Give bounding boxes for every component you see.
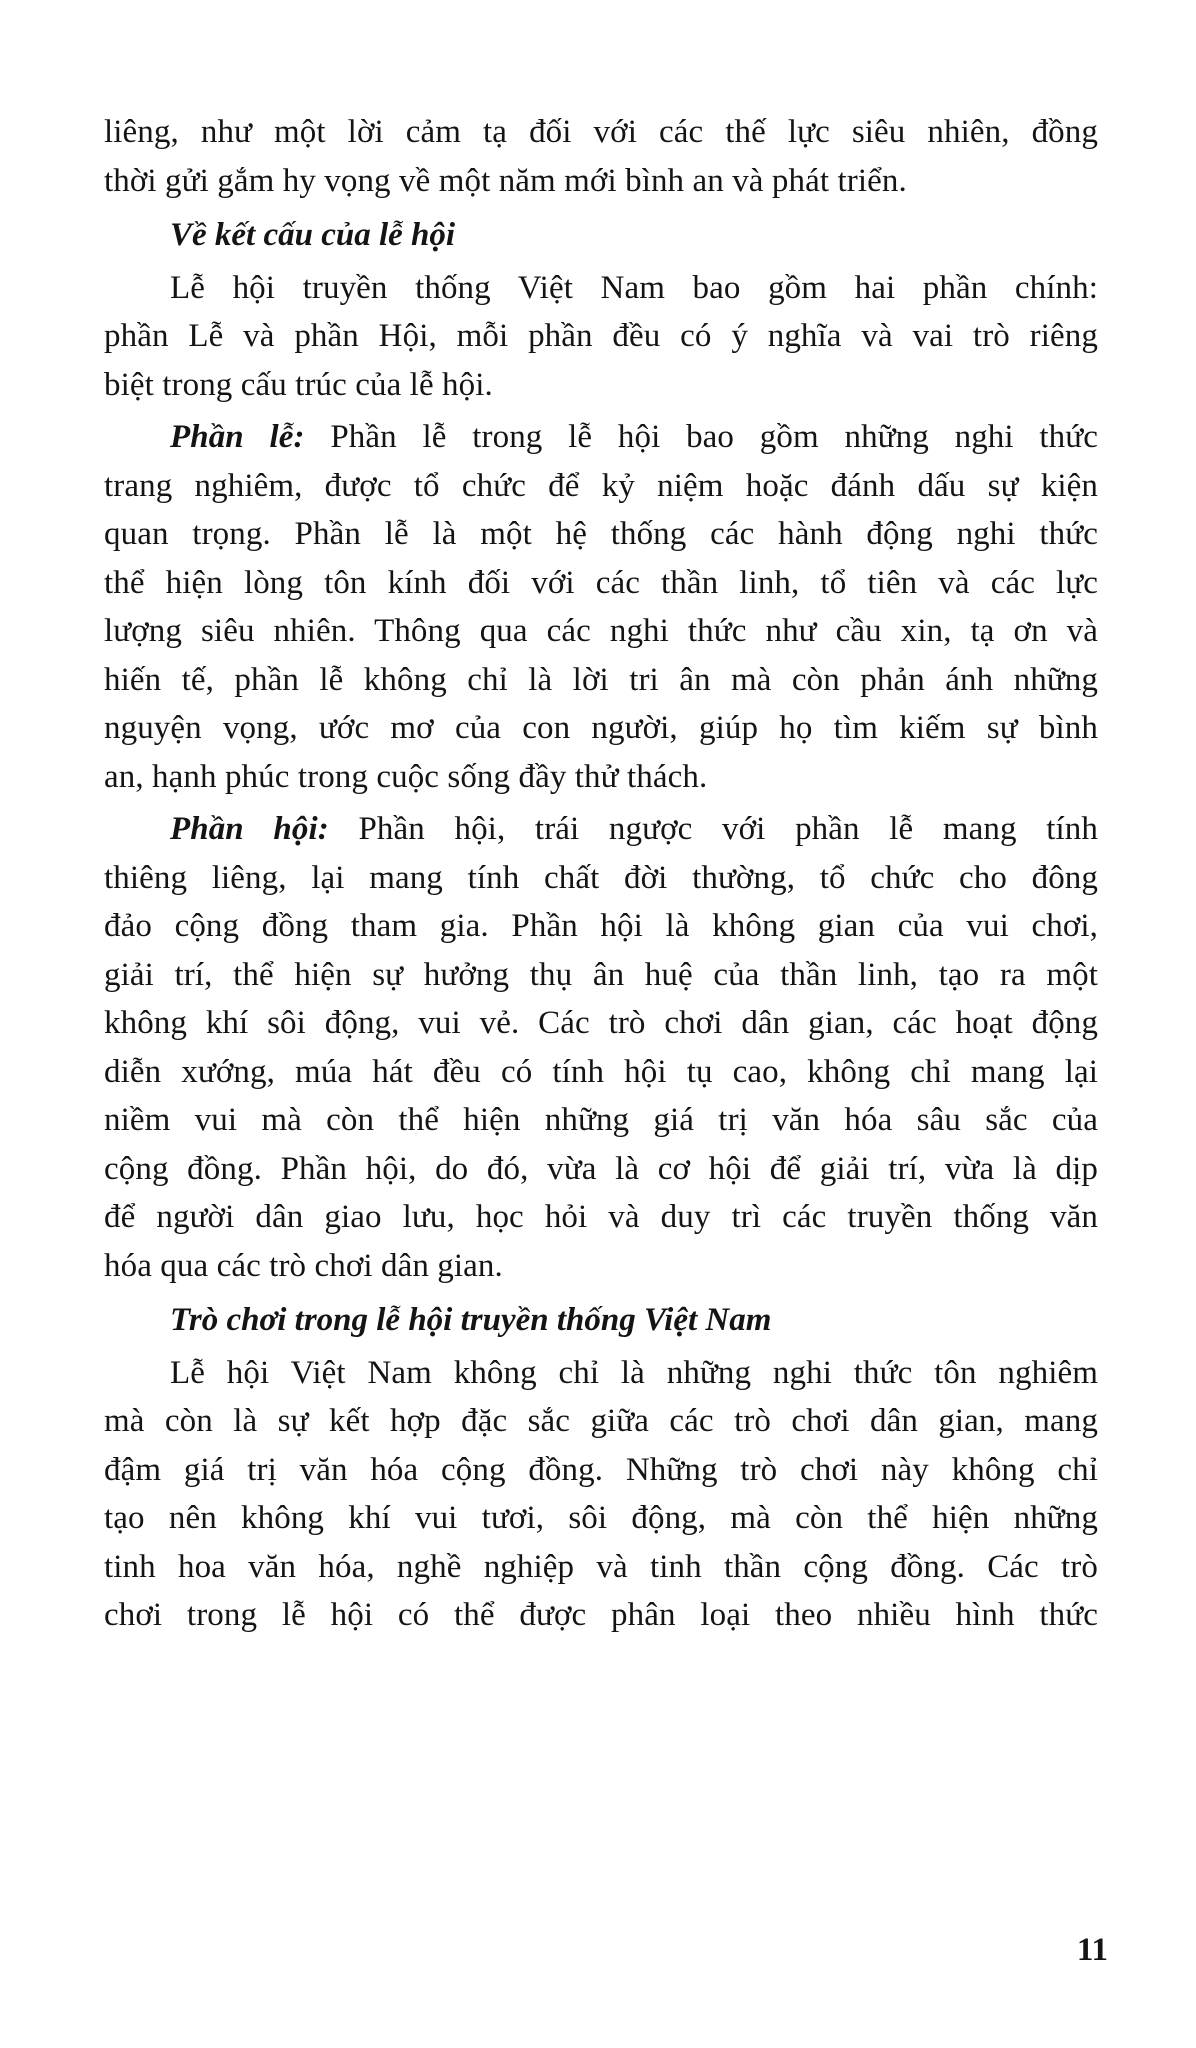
- section-heading-tro-choi: Trò chơi trong lễ hội truyền thống Việt Nam: [170, 1302, 772, 1338]
- text-line: [104, 805, 1098, 854]
- paragraph-tro-choi: [104, 1349, 1098, 1640]
- text-line: lượng siêu nhiên. Thông qua các nghi thức như cầu xin, tạ ơn và: [104, 613, 1098, 649]
- text-line: liêng, như một lời cảm tạ đối với các thế lực siêu nhiên, đồng: [104, 114, 1098, 150]
- book-page: [104, 108, 1098, 1640]
- paragraph-phan-hoi: [104, 805, 1098, 1290]
- text-line: Lễ hội truyền thống Việt Nam bao gồm hai phần chính:: [170, 269, 1098, 306]
- text-line: biệt trong cấu trúc của lễ hội.: [104, 366, 493, 403]
- text-line: quan trọng. Phần lễ là một hệ thống các hành động nghi thức: [104, 516, 1098, 552]
- text-span: Phần hội, trái ngược với phần lễ mang tính: [328, 811, 1098, 847]
- text-line: an, hạnh phúc trong cuộc sống đầy thử thách.: [104, 758, 708, 795]
- paragraph-ket-cau: [104, 264, 1098, 410]
- paragraph-lead-phan-le: Phần lễ:: [170, 419, 305, 455]
- text-line: đậm giá trị văn hóa cộng đồng. Những trò chơi này không chỉ: [104, 1451, 1098, 1488]
- text-line: không khí sôi động, vui vẻ. Các trò chơi dân gian, các hoạt động: [104, 1005, 1098, 1041]
- text-line: tinh hoa văn hóa, nghề nghiệp và tinh thần cộng đồng. Các trò: [104, 1548, 1098, 1585]
- intro-paragraph: [104, 108, 1098, 205]
- paragraph-lead-phan-hoi: Phần hội:: [170, 811, 329, 847]
- text-span: Phần lễ trong lễ hội bao gồm những nghi thức: [304, 419, 1099, 455]
- text-line: tạo nên không khí vui tươi, sôi động, mà còn thể hiện những: [104, 1500, 1098, 1536]
- text-line: thời gửi gắm hy vọng về một năm mới bình an và phát triển.: [104, 162, 907, 199]
- text-line: giải trí, thể hiện sự hưởng thụ ân huệ của thần linh, tạo ra một: [104, 956, 1098, 993]
- page-number: 11: [1076, 1932, 1108, 1968]
- text-line: chơi trong lễ hội có thể được phân loại theo nhiều hình thức: [104, 1597, 1098, 1633]
- text-line: thiêng liêng, lại mang tính chất đời thường, tổ chức cho đông: [104, 859, 1098, 896]
- paragraph-phan-le: [104, 413, 1098, 801]
- text-line: mà còn là sự kết hợp đặc sắc giữa các trò chơi dân gian, mang: [104, 1403, 1098, 1439]
- text-line: hóa qua các trò chơi dân gian.: [104, 1247, 503, 1284]
- section-heading-ket-cau: Về kết cấu của lễ hội: [170, 217, 456, 253]
- text-line: nguyện vọng, ước mơ của con người, giúp họ tìm kiếm sự bình: [104, 710, 1098, 746]
- text-line: niềm vui mà còn thể hiện những giá trị văn hóa sâu sắc của: [104, 1102, 1098, 1138]
- text-line: phần Lễ và phần Hội, mỗi phần đều có ý nghĩa và vai trò riêng: [104, 318, 1098, 354]
- text-line: trang nghiêm, được tổ chức để kỷ niệm hoặc đánh dấu sự kiện: [104, 467, 1098, 504]
- text-line: hiến tế, phần lễ không chỉ là lời tri ân mà còn phản ánh những: [104, 661, 1098, 698]
- text-line: Lễ hội Việt Nam không chỉ là những nghi thức tôn nghiêm: [170, 1354, 1098, 1391]
- text-line: để người dân giao lưu, học hỏi và duy trì các truyền thống văn: [104, 1199, 1098, 1235]
- text-line: cộng đồng. Phần hội, do đó, vừa là cơ hội để giải trí, vừa là dịp: [104, 1150, 1098, 1187]
- text-line: thể hiện lòng tôn kính đối với các thần linh, tổ tiên và các lực: [104, 564, 1098, 601]
- text-line: diễn xướng, múa hát đều có tính hội tụ cao, không chỉ mang lại: [104, 1053, 1098, 1090]
- text-line: đảo cộng đồng tham gia. Phần hội là không gian của vui chơi,: [104, 908, 1098, 944]
- text-line: [104, 413, 1098, 462]
